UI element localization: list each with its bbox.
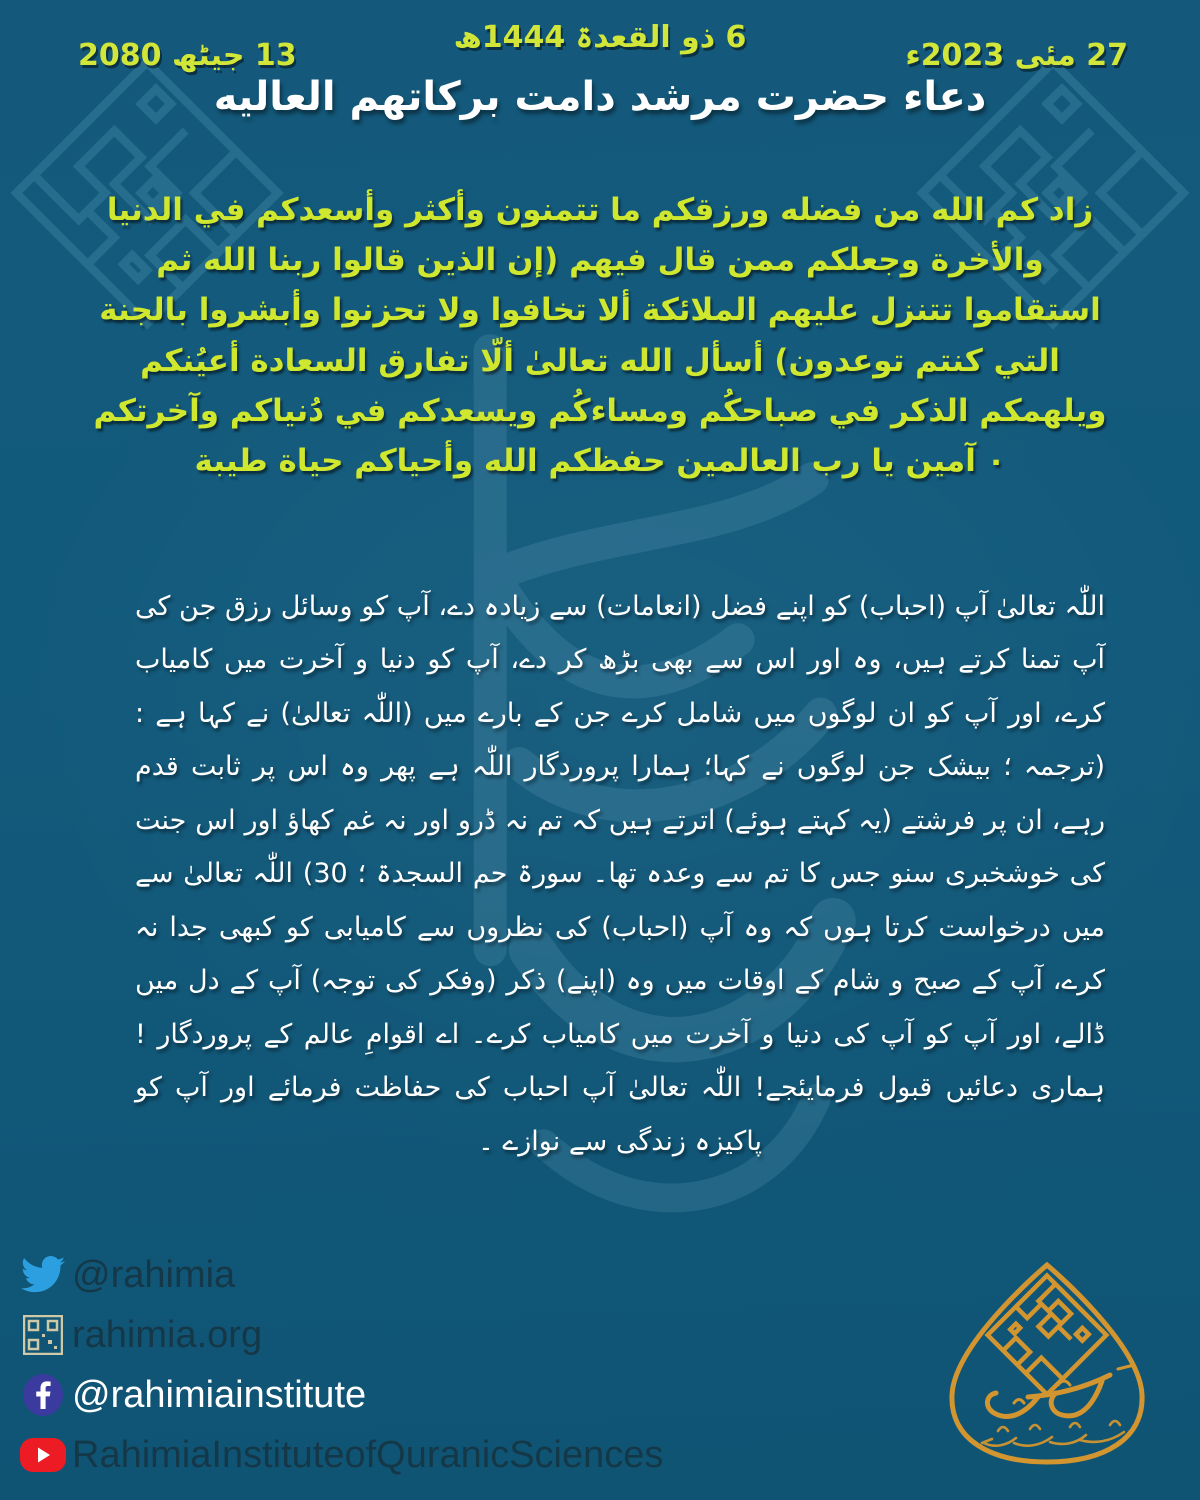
urdu-translation-text: اللّٰہ تعالیٰ آپ (احباب) کو اپنے فضل (انعامات) سے زیادہ دے، آپ کو وسائل رزق جن کی آپ تمنا کرتے ہیں، وہ اور اس سے بھی بڑھ کر دے، آپ کو دنیا و آخرت میں کامیاب کرے، اور آپ کو ان لوگوں میں شامل کرے جن کے بارے میں (اللّٰہ تعالیٰ) نے کہا ہے : (ترجمہ ؛ بیشک جن لوگوں نے کہا؛ ہمارا پروردگار اللّٰہ ہے پھر وہ اس پر ثابت قدم رہے، ان پر فرشتے (یہ کہتے ہوئے) اترتے ہیں کہ تم نہ ڈرو اور نہ غم کھاؤ اور اس جنت کی خوشخبری سنو جس کا تم سے وعدہ تھا۔ سورۃ حم السجدۃ ؛ 30) اللّٰہ تعالیٰ سے میں درخواست کرتا ہوں کہ وہ آپ (احباب) کی نظروں سے کامیابی کو کبھی جدا نہ کرے، آپ کے صبح و شام کے اوقات میں وہ (اپنے) ذکر (وفکر کی توجہ) آپ کے دل میں ڈالے، اور آپ کو آپ کی دنیا و آخرت میں کامیاب کرے۔ اے اقوامِ عالم کے پروردگار ! ہماری دعائیں قبول فرمایئجے! اللّٰہ تعالیٰ آپ احباب کی حفاظت فرمائے اور آپ کو پاکیزہ زندگی سے نوازے ۔ — [135, 591, 1105, 1157]
arabic-dua-text: زاد کم الله من فضله ورزقکم ما تتمنون وأکثر وأسعدکم في الدنیا والأخرة وجعلکم ممن قال فیهم (إن الذین قالوا ربنا الله ثم استقاموا تتنزل علیهم الملائکة ألا تخافوا ولا تحزنوا وأبشروا بالجنة التي کنتم توعدون) أسأل الله تعالیٰ ألّا تفارق السعادة أعیُنکم ویلهمکم الذکر في صباحکُم ومساءکُم ویسعدکم في دُنیاکم وآخرتکم ۰ آمین یا رب العالمین حفظکم الله وأحیاکم حیاة طیبة — [93, 192, 1107, 480]
social-handle-twitter: @rahimia — [72, 1254, 236, 1296]
social-handle-facebook: @rahimiainstitute — [72, 1374, 367, 1416]
social-link-youtube[interactable] — [20, 1428, 663, 1482]
institute-logo — [942, 1257, 1152, 1472]
date-gregorian: 27 مئی 2023ء — [905, 38, 1128, 73]
date-bikrami: 13 جیٹھ 2080 — [78, 38, 297, 73]
facebook-icon — [20, 1372, 66, 1418]
social-link-twitter[interactable] — [20, 1248, 663, 1302]
social-handle-youtube: RahimiaInstituteofQuranicSciences — [72, 1434, 664, 1476]
qr-code-icon — [20, 1312, 66, 1358]
page-title: دعاء حضرت مرشد دامت برکاتهم العالیه — [213, 74, 987, 120]
social-handle-website: rahimia.org — [72, 1314, 263, 1356]
social-links — [20, 1248, 663, 1482]
social-link-facebook[interactable] — [20, 1368, 663, 1422]
social-link-website[interactable] — [20, 1308, 663, 1362]
date-hijri: 6 ذو القعدۃ 1444ھ — [453, 20, 747, 55]
youtube-icon — [20, 1432, 66, 1478]
twitter-icon — [20, 1252, 66, 1298]
date-row — [0, 16, 1200, 78]
